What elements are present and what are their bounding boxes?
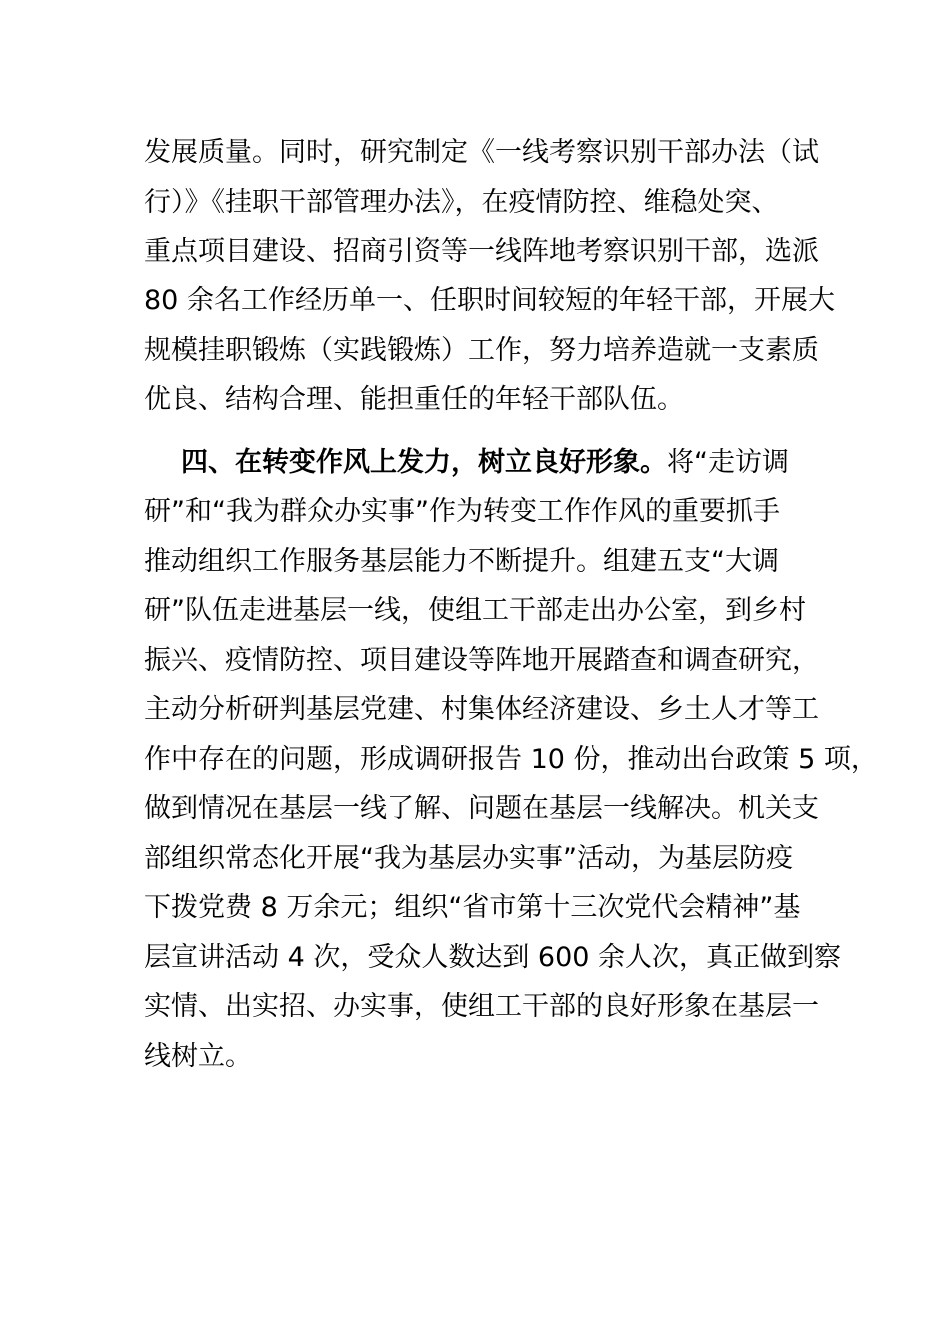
text-line: 下拨党费 8 万余元；组织“省市第十三次党代会精神”基 bbox=[144, 892, 801, 923]
text-line: 发展质量。同时，研究制定《一线考察识别干部办法（试 bbox=[144, 137, 819, 168]
text-line: 主动分析研判基层党建、村集体经济建设、乡土人才等工 bbox=[144, 694, 819, 725]
text-line: 线树立。 bbox=[144, 1041, 252, 1072]
text-line: 部组织常态化开展“我为基层办实事”活动，为基层防疫 bbox=[144, 843, 793, 874]
text-line: 80 余名工作经历单一、任职时间较短的年轻干部，开展大 bbox=[144, 285, 835, 316]
text-line bbox=[181, 438, 789, 488]
text-line: 振兴、疫情防控、项目建设等阵地开展踏查和调查研究， bbox=[144, 645, 819, 676]
text-line: 重点项目建设、招商引资等一线阵地考察识别干部，选派 bbox=[144, 236, 819, 267]
text-line: 规模挂职锻炼（实践锻炼）工作，努力培养造就一支素质 bbox=[144, 335, 819, 366]
text-line: 行）》《挂职干部管理办法》，在疫情防控、维稳处突、 bbox=[144, 187, 779, 218]
text-line: 实情、出实招、办实事，使组工干部的良好形象在基层一 bbox=[144, 991, 819, 1022]
text-line: 层宣讲活动 4 次，受众人数达到 600 余人次，真正做到察 bbox=[144, 942, 842, 973]
text-line: 推动组织工作服务基层能力不断提升。组建五支“大调 bbox=[144, 546, 779, 577]
text-line: 优良、结构合理、能担重任的年轻干部队伍。 bbox=[144, 384, 684, 415]
section-heading: 四、在转变作风上发力，树立良好形象。 bbox=[181, 447, 667, 478]
text-line: 作中存在的问题，形成调研报告 10 份，推动出台政策 5 项， bbox=[144, 744, 878, 775]
text-line: 研”队伍走进基层一线，使组工干部走出办公室，到乡村 bbox=[144, 595, 806, 626]
heading-continuation: 将“走访调 bbox=[667, 447, 789, 478]
text-line: 研”和“我为群众办实事”作为转变工作作风的重要抓手 bbox=[144, 496, 780, 527]
text-line: 做到情况在基层一线了解、问题在基层一线解决。机关支 bbox=[144, 793, 819, 824]
